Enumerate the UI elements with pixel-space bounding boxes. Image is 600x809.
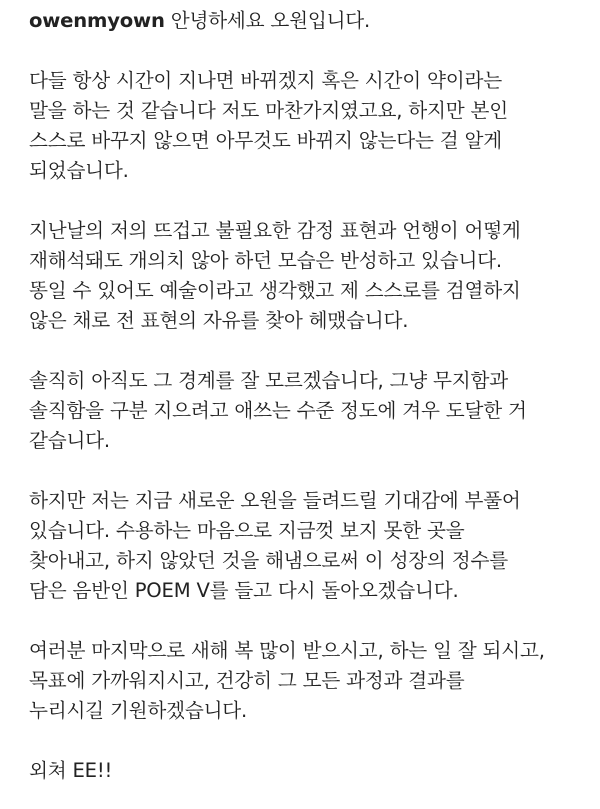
- caption-line: 지난날의 저의 뜨겁고 불필요한 감정 표현과 언행이 어떻게: [29, 219, 521, 242]
- paragraph-6: [29, 756, 589, 786]
- caption-line: 않은 채로 전 표현의 자유를 찾아 헤맸습니다.: [29, 309, 409, 332]
- paragraph-gap: [29, 456, 589, 486]
- paragraph-4: [29, 486, 589, 606]
- paragraph-gap: [29, 606, 589, 636]
- caption-line: 외쳐 EE!!: [29, 759, 113, 782]
- caption-line: 되었습니다.: [29, 159, 129, 182]
- greeting-text: 안녕하세요 오원입니다.: [164, 9, 371, 32]
- paragraph-5: [29, 636, 589, 726]
- caption-line: 담은 음반인 POEM V를 들고 다시 돌아오겠습니다.: [29, 579, 459, 602]
- caption-line: 똥일 수 있어도 예술이라고 생각했고 제 스스로를 검열하지: [29, 279, 521, 302]
- paragraph-1: [29, 66, 589, 186]
- post-caption: [29, 6, 589, 786]
- paragraph-3: [29, 366, 589, 456]
- paragraph-gap: [29, 186, 589, 216]
- caption-line: 스스로 바꾸지 않으면 아무것도 바뀌지 않는다는 걸 알게: [29, 129, 502, 152]
- caption-line: 같습니다.: [29, 429, 110, 452]
- username[interactable]: owenmyown: [29, 9, 165, 32]
- caption-line: 솔직함을 구분 지으려고 애쓰는 수준 정도에 겨우 도달한 거: [29, 399, 527, 422]
- caption-line: 솔직히 아직도 그 경계를 잘 모르겠습니다, 그냥 무지함과: [29, 369, 508, 392]
- paragraph-gap: [29, 336, 589, 366]
- caption-line: 누리시길 기원하겠습니다.: [29, 699, 248, 722]
- caption-line: 하지만 저는 지금 새로운 오원을 들려드릴 기대감에 부풀어: [29, 489, 521, 512]
- caption-line: 말을 하는 것 같습니다 저도 마찬가지였고요, 하지만 본인: [29, 99, 508, 122]
- caption-line: 찾아내고, 하지 않았던 것을 해냄으로써 이 성장의 정수를: [29, 549, 508, 572]
- paragraph-gap: [29, 36, 589, 66]
- caption-line: 목표에 가까워지시고, 건강히 그 모든 과정과 결과를: [29, 669, 465, 692]
- caption-line: 여러분 마지막으로 새해 복 많이 받으시고, 하는 일 잘 되시고,: [29, 639, 545, 662]
- caption-line: 다들 항상 시간이 지나면 바뀌겠지 혹은 시간이 약이라는: [29, 69, 502, 92]
- caption-line: 있습니다. 수용하는 마음으로 지금껏 보지 못한 곳을: [29, 519, 465, 542]
- greeting-line: [29, 6, 589, 36]
- paragraph-gap: [29, 726, 589, 756]
- paragraph-2: [29, 216, 589, 336]
- caption-line: 재해석돼도 개의치 않아 하던 모습은 반성하고 있습니다.: [29, 249, 502, 272]
